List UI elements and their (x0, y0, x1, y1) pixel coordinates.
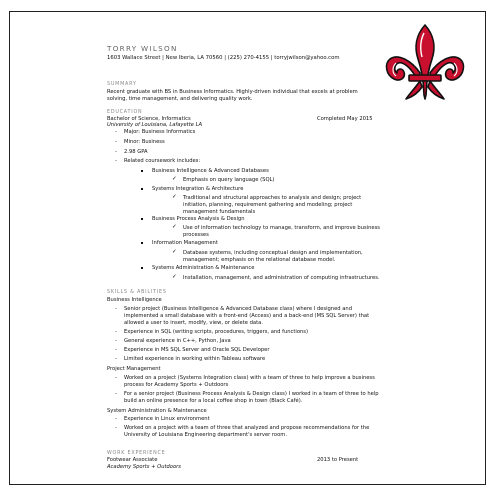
degree-date: Completed May 2015 (317, 116, 373, 122)
skill-item: Worked on a project (Systems Integration class) with a team of three to help improve a business (124, 375, 375, 381)
dash-bullet: - (115, 139, 117, 145)
summary-heading: SUMMARY (107, 82, 137, 87)
skill-item: Experience in SQL (writing scripts, procedures, triggers, and functions) (124, 329, 309, 335)
dash-bullet: - (115, 338, 117, 344)
degree: Bachelor of Science, Informatics (107, 116, 191, 122)
work-heading: WORK EXPERIENCE (107, 451, 166, 456)
square-bullet (141, 170, 143, 172)
checkmark-icon: ✓ (172, 176, 177, 182)
skill-item: build an online presence for a local coffee shop in town (Black Café). (124, 398, 303, 404)
course-detail: initiation, planning, requirement gathering and modeling; project (183, 202, 353, 208)
square-bullet (141, 218, 143, 220)
course-title: Business Process Analysis & Design (152, 216, 245, 222)
course-detail: Emphasis on query language (SQL) (183, 177, 275, 183)
dash-bullet: - (115, 306, 117, 312)
course-detail: Use of information technology to manage, transform, and improve business (183, 225, 381, 231)
edu-item: 2.98 GPA (124, 149, 148, 155)
skill-group-title: Business Intelligence (107, 297, 162, 303)
summary-line: Recent graduate with BS in Business Informatics. Highly-driven individual that excels at problem (107, 89, 358, 95)
edu-item: Related coursework includes: (124, 158, 201, 164)
skill-group-title: System Administration & Maintenance (107, 408, 207, 414)
course-detail: Installation, management, and administration of computing infrastructures. (183, 275, 380, 281)
checkmark-icon: ✓ (172, 224, 177, 230)
dash-bullet: - (115, 425, 117, 431)
education-heading: EDUCATION (107, 110, 143, 115)
work-date: 2013 to Present (317, 457, 359, 463)
skill-item: General experience in C++, Python, Java (124, 338, 231, 344)
skill-item: Experience in Linux environment (124, 416, 210, 422)
course-title: Business Intelligence & Advanced Databases (152, 168, 269, 174)
checkmark-icon: ✓ (172, 274, 177, 280)
checkmark-icon: ✓ (172, 194, 177, 200)
skill-item: allowed a user to insert, modify, view, or delete data. (124, 320, 263, 326)
course-title: Systems Integration & Architecture (152, 186, 244, 192)
checkmark-icon: ✓ (172, 249, 177, 255)
skill-item: University of Louisiana Engineering department's server room. (124, 432, 287, 438)
course-detail: management fundamentals (183, 209, 256, 215)
dash-bullet: - (115, 158, 117, 164)
edu-item: Minor: Business (124, 139, 165, 145)
skill-item: Senior project (Business Intelligence & Advanced Database class) where I designed and (124, 306, 352, 312)
skills-heading: SKILLS & ABILITIES (107, 290, 167, 295)
dash-bullet: - (115, 375, 117, 381)
course-detail: management; emphasis on the relational database model. (183, 257, 336, 263)
skill-item: Experience in MS SQL Server and Oracle SQL Developer (124, 347, 270, 353)
skill-item: process for Academy Sports + Outdoors (124, 382, 229, 388)
summary-line: solving, time management, and delivering quality work. (107, 96, 253, 102)
work-position: Footwear Associate (107, 457, 158, 463)
square-bullet (141, 242, 143, 244)
square-bullet (141, 267, 143, 269)
dash-bullet: - (115, 129, 117, 135)
school: University of Louisiana, Lafayette LA (107, 122, 203, 128)
resume-name: TORRY WILSON (107, 44, 178, 53)
dash-bullet: - (115, 356, 117, 362)
skill-group-title: Project Management (107, 366, 161, 372)
dash-bullet: - (115, 329, 117, 335)
dash-bullet: - (115, 149, 117, 155)
fleur-de-lis-icon (382, 23, 468, 103)
square-bullet (141, 188, 143, 190)
course-title: Information Management (152, 240, 218, 246)
dash-bullet: - (115, 391, 117, 397)
edu-item: Major: Business Informatics (124, 129, 196, 135)
course-detail: Traditional and structural approaches to analysis and design; project (183, 195, 362, 201)
skill-item: Worked on a project with a team of three that analyzed and propose recommendations for the (124, 425, 370, 431)
skill-item: Limited experience in working within Tableau software (124, 356, 266, 362)
contact-line: 1603 Wallace Street | New Iberia, LA 70560 | (225) 270-4155 | torryjwilson@yahoo.com (107, 55, 340, 61)
work-company: Academy Sports + Outdoors (107, 464, 181, 470)
skill-item: For a senior project (Business Process Analysis & Design class) I worked in a team of three to help (124, 391, 379, 397)
course-detail: processes (183, 232, 209, 238)
skill-item: implemented a small database with a front-end (Access) and a back-end (MS SQL Server) that (124, 313, 370, 319)
dash-bullet: - (115, 347, 117, 353)
course-detail: Database systems, including conceptual design and implementation, (183, 250, 363, 256)
dash-bullet: - (115, 416, 117, 422)
course-title: Systems Administration & Maintenance (152, 265, 255, 271)
